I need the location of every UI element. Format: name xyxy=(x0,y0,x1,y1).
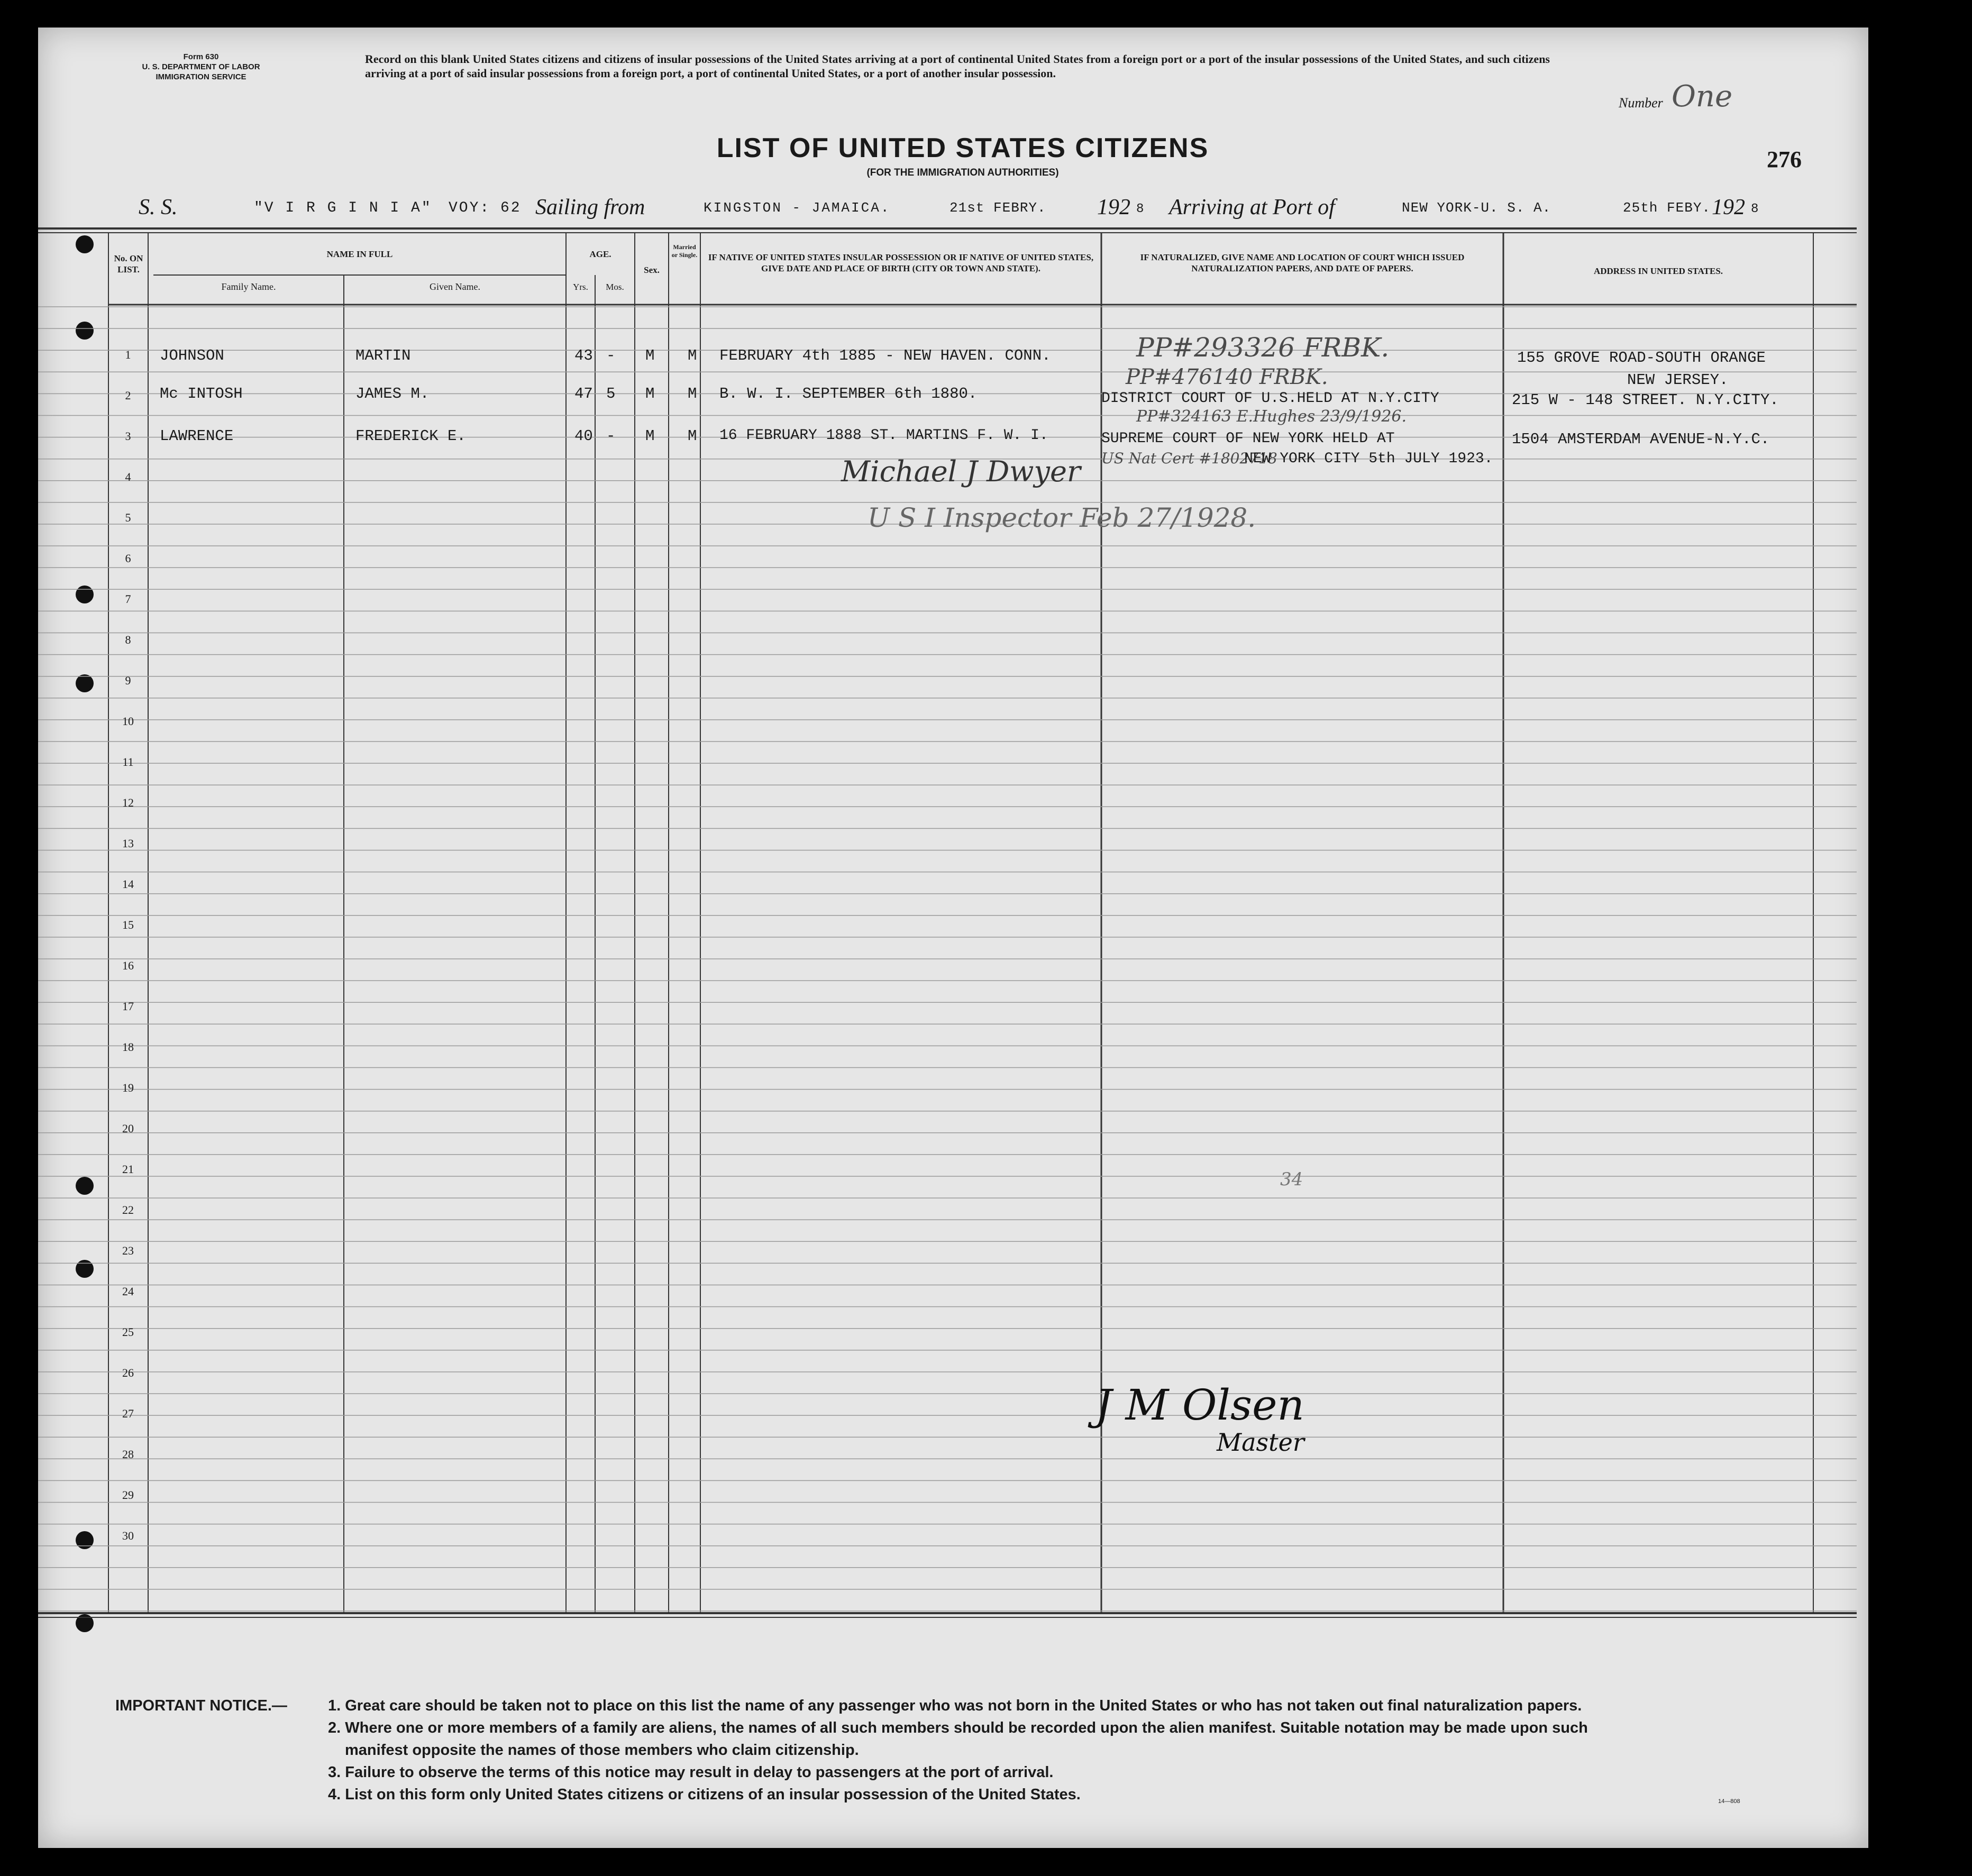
col-age: AGE. xyxy=(589,249,611,259)
age-years: 43 xyxy=(574,347,593,364)
row-number: 30 xyxy=(122,1529,134,1542)
age-years: 40 xyxy=(574,427,593,445)
certificate-annotation: US Nat Cert #1802718 xyxy=(1101,450,1277,467)
row-number: 12 xyxy=(122,796,134,809)
voy-label: VOY: xyxy=(449,200,491,216)
year-prefix-2: 192 xyxy=(1712,195,1745,219)
col-name-in-full: NAME IN FULL xyxy=(326,249,393,259)
address-line-1: 215 W - 148 STREET. N.Y.CITY. xyxy=(1512,391,1779,409)
birth-info: FEBRUARY 4th 1885 - NEW HAVEN. CONN. xyxy=(719,347,1051,364)
arrive-date: 25th FEBY. xyxy=(1623,200,1711,216)
row-number: 18 xyxy=(122,1040,134,1054)
col-birth: IF NATIVE OF UNITED STATES INSULAR POSSESSION OR IF NATIVE OF UNITED STATES, GIVE DATE AND PLACE OF BIRTH (CITY OR TOWN AND STATE). xyxy=(708,252,1094,273)
page-title: LIST OF UNITED STATES CITIZENS xyxy=(716,133,1209,163)
naturalization-court: SUPREME COURT OF NEW YORK HELD AT xyxy=(1101,431,1395,447)
birth-info: B. W. I. SEPTEMBER 6th 1880. xyxy=(719,385,978,402)
important-item-1: 1. Great care should be taken not to place on this list the name of any passenger who was not born in the United States or who has not taken out final naturalization papers. xyxy=(328,1697,1582,1714)
family-name: LAWRENCE xyxy=(160,427,234,445)
ship-name: "V I R G I N I A" xyxy=(254,200,432,216)
age-months: - xyxy=(606,427,616,445)
row-number: 15 xyxy=(122,918,134,931)
service: IMMIGRATION SERVICE xyxy=(156,72,246,81)
form-code: 14—808 xyxy=(1718,1798,1740,1805)
row-number: 20 xyxy=(122,1122,134,1135)
address-line-1: 1504 AMSTERDAM AVENUE-N.Y.C. xyxy=(1512,431,1770,448)
row-number: 6 xyxy=(125,552,131,565)
voy-number: 62 xyxy=(500,200,522,216)
given-name: FREDERICK E. xyxy=(355,427,466,445)
row-number: 13 xyxy=(122,837,134,850)
family-name: JOHNSON xyxy=(160,347,224,364)
row-number: 21 xyxy=(122,1163,134,1176)
row-number: 1 xyxy=(125,348,131,361)
sex: M xyxy=(645,347,655,364)
number-label: Number xyxy=(1619,95,1663,111)
age-months: 5 xyxy=(606,385,616,402)
row-number: 14 xyxy=(122,877,134,891)
master-label: Master xyxy=(1217,1428,1304,1457)
given-name: MARTIN xyxy=(355,347,411,364)
family-name: Mc INTOSH xyxy=(160,385,243,402)
arrive-year: 8 xyxy=(1751,202,1760,216)
address-line-2: NEW JERSEY. xyxy=(1627,371,1729,389)
naturalization-date: NEW YORK CITY 5th JULY 1923. xyxy=(1244,451,1493,467)
master-signature: J M Olsen xyxy=(1095,1380,1304,1430)
page-number: 276 xyxy=(1767,147,1802,172)
age-years: 47 xyxy=(574,385,593,402)
col-sex: Sex. xyxy=(644,265,660,275)
row-number: 2 xyxy=(125,389,131,402)
page-subtitle: (FOR THE IMMIGRATION AUTHORITIES) xyxy=(866,167,1059,178)
ss-label: S. S. xyxy=(139,195,178,219)
arriving-label: Arriving at Port of xyxy=(1169,195,1335,219)
col-address: ADDRESS IN UNITED STATES. xyxy=(1593,266,1723,276)
row-number: 7 xyxy=(125,592,131,606)
row-number: 23 xyxy=(122,1244,134,1257)
row-number: 8 xyxy=(125,633,131,646)
sailing-from: KINGSTON - JAMAICA. xyxy=(704,200,891,216)
col-yrs: Yrs. xyxy=(573,282,588,292)
col-family-name: Family Name. xyxy=(221,281,276,292)
address-line-1: 155 GROVE ROAD-SOUTH ORANGE xyxy=(1517,349,1766,367)
col-no: No. ON LIST. xyxy=(114,253,143,274)
row-number: 11 xyxy=(122,755,134,768)
important-item-3: 3. Failure to observe the terms of this notice may result in delay to passengers at the port of arrival. xyxy=(328,1764,1054,1781)
list-number-handwritten: One xyxy=(1672,79,1733,114)
row-number: 17 xyxy=(122,1000,134,1013)
row-number: 19 xyxy=(122,1081,134,1094)
top-notice: Record on this blank United States citizens and citizens of insular possessions of the United States arriving at a port of continental United States from a foreign port or a port of the insular possessions of the United States, and such citizens arriving at a port of said insular possessions from a foreign port, a port of continental United States, or a port of another insular possession. xyxy=(365,52,1550,80)
row-number: 24 xyxy=(122,1285,134,1298)
row-number: 9 xyxy=(125,674,131,687)
row-number: 29 xyxy=(122,1488,134,1502)
col-mos: Mos. xyxy=(606,282,624,292)
row-number: 5 xyxy=(125,511,131,524)
col-given-name: Given Name. xyxy=(430,281,480,292)
row-number: 26 xyxy=(122,1366,134,1379)
arriving-port: NEW YORK-U. S. A. xyxy=(1402,200,1551,216)
form-number: Form 630 xyxy=(183,52,219,61)
sex: M xyxy=(645,427,655,445)
married-single: M xyxy=(688,385,697,402)
naturalization-court: DISTRICT COURT OF U.S.HELD AT N.Y.CITY xyxy=(1101,390,1439,407)
col-naturalized: IF NATURALIZED, GIVE NAME AND LOCATION OF COURT WHICH ISSUED NATURALIZATION PAPERS, AND DATE OF PAPERS. xyxy=(1140,252,1465,273)
row-number: 16 xyxy=(122,959,134,972)
important-heading: IMPORTANT NOTICE.— xyxy=(115,1697,287,1714)
sail-year: 8 xyxy=(1136,202,1146,216)
row-number: 27 xyxy=(122,1407,134,1420)
row-number: 25 xyxy=(122,1325,134,1339)
important-item-4: 4. List on this form only United States citizens or citizens of an insular possession of the United States. xyxy=(328,1786,1081,1803)
inspector-line: U S I Inspector Feb 27/1928. xyxy=(868,502,1256,533)
given-name: JAMES M. xyxy=(355,385,430,402)
row-number: 28 xyxy=(122,1448,134,1461)
department: U. S. DEPARTMENT OF LABOR xyxy=(142,62,260,71)
row-number: 3 xyxy=(125,429,131,443)
sex: M xyxy=(645,385,655,402)
sail-date: 21st FEBRY. xyxy=(950,200,1046,216)
age-months: - xyxy=(606,347,616,364)
sailing-label: Sailing from xyxy=(535,195,645,219)
row-number: 10 xyxy=(122,715,134,728)
year-prefix: 192 xyxy=(1097,195,1130,219)
passport-annotation: PP#293326 FRBK. xyxy=(1136,332,1390,363)
passport-annotation: PP#476140 FRBK. xyxy=(1126,365,1328,389)
passport-annotation: PP#324163 E.Hughes 23/9/1926. xyxy=(1136,407,1407,426)
inspector-signature: Michael J Dwyer xyxy=(841,455,1081,488)
married-single: M xyxy=(688,347,697,364)
row-number: 22 xyxy=(122,1203,134,1216)
married-single: M xyxy=(688,427,697,445)
birth-info: 16 FEBRUARY 1888 ST. MARTINS F. W. I. xyxy=(719,427,1048,444)
row-number: 4 xyxy=(125,470,131,483)
important-item-2-cont: manifest opposite the names of those members who claim citizenship. xyxy=(345,1742,859,1759)
stray-mark: 34 xyxy=(1280,1169,1303,1190)
important-item-2: 2. Where one or more members of a family are aliens, the names of all such members should be recorded upon the alien manifest. Suitable notation may be made upon such xyxy=(328,1719,1588,1736)
col-married: Married or Single. xyxy=(671,243,698,259)
